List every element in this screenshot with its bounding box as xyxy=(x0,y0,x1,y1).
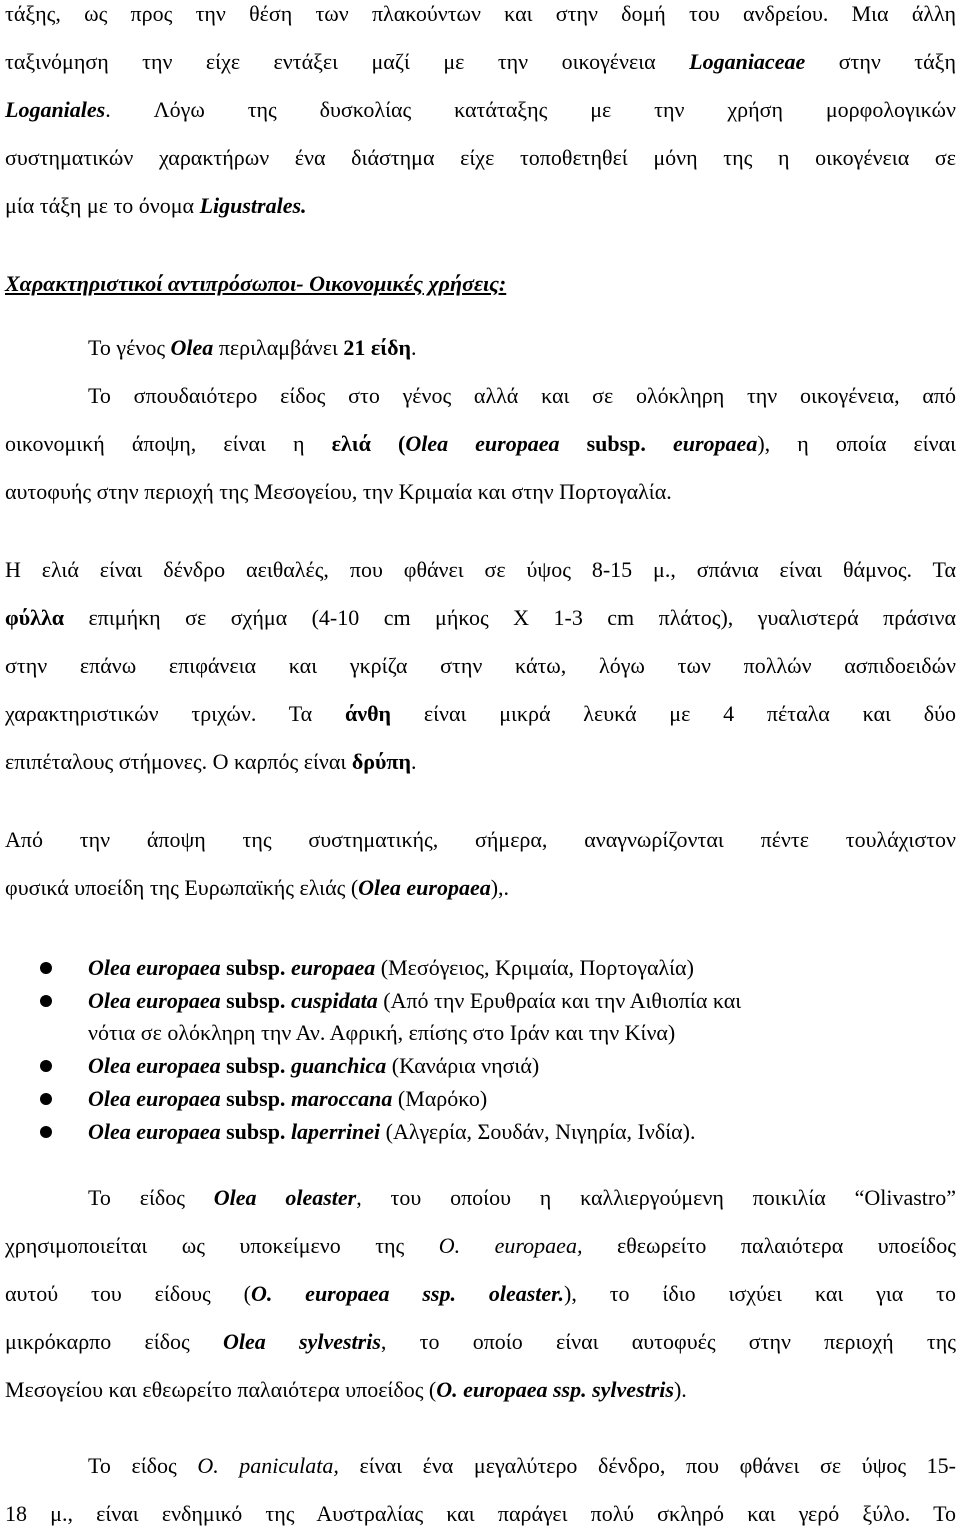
text-line: αυτού του είδους (O. europaea ssp. oleaster.), το ίδιο ισχύει και για το xyxy=(5,1281,957,1306)
text-line: Loganiales. Λόγω της δυσκολίας κατάταξης με την χρήση μορφολογικών xyxy=(5,97,956,122)
text-line: φυσικά υποείδη της Ευρωπαϊκής ελιάς (Olea europaea),. xyxy=(5,875,510,900)
list-item: Olea europaea subsp. cuspidata (Από την Ερυθραία και την Αιθιοπία και xyxy=(88,988,742,1013)
text-line: Από την άποψη της συστηματικής, σήμερα, αναγνωρίζονται πέντε τουλάχιστον xyxy=(5,827,956,852)
text-line: αυτοφυής στην περιοχή της Μεσογείου, την Κριμαία και στην Πορτογαλία. xyxy=(5,479,672,504)
list-item: Olea europaea subsp. guanchica (Κανάρια νησιά) xyxy=(88,1053,540,1078)
bullet-icon xyxy=(40,995,52,1007)
list-item: Olea europaea subsp. laperrinei (Αλγερία, Σουδάν, Νιγηρία, Ινδία). xyxy=(88,1119,696,1144)
text-line: φύλλα επιμήκη σε σχήμα (4-10 cm μήκος Χ 1-3 cm πλάτος), γυαλιστερά πράσινα xyxy=(5,605,956,630)
text-line: Η ελιά είναι δένδρο αειθαλές, που φθάνει σε ύψος 8-15 μ., σπάνια είναι θάμνος. Τα xyxy=(5,557,956,582)
text-line: τάξης, ως προς την θέση των πλακούντων και στην δομή του ανδρείου. Μια άλλη xyxy=(5,1,956,26)
list-item: Olea europaea subsp. europaea (Μεσόγειος, Κριμαία, Πορτογαλία) xyxy=(88,955,694,980)
text-line: μικρόκαρπο είδος Olea sylvestris, το οποίο είναι αυτοφυές στην περιοχή της xyxy=(5,1329,956,1354)
text-line: επιπέταλους στήμονες. Ο καρπός είναι δρύπη. xyxy=(5,749,417,774)
text-line: μία τάξη με το όνομα Ligustrales. xyxy=(5,193,307,218)
text-line: Το είδος Olea oleaster, του οποίου η καλλιεργούμενη ποικιλία “Olivastro” xyxy=(88,1185,956,1210)
bullet-icon xyxy=(40,1060,52,1072)
text-line: συστηματικών χαρακτήρων ένα διάστημα είχε τοποθετηθεί μόνη της η οικογένεια σε xyxy=(5,145,956,170)
text-line: 18 μ., είναι ενδημικό της Αυστραλίας και παράγει πολύ σκληρό και γερό ξύλο. Το xyxy=(5,1501,956,1526)
text-line: χαρακτηριστικών τριχών. Τα άνθη είναι μικρά λευκά με 4 πέταλα και δύο xyxy=(5,701,956,726)
bullet-icon xyxy=(40,1126,52,1138)
list-item: Olea europaea subsp. maroccana (Μαρόκο) xyxy=(88,1086,488,1111)
text-line: στην επάνω επιφάνεια και γκρίζα στην κάτω, λόγω των πολλών ασπιδοειδών xyxy=(5,653,956,678)
text-line: Μεσογείου και εθεωρείτο παλαιότερα υποείδος (O. europaea ssp. sylvestris). xyxy=(5,1377,687,1402)
text-line: Το είδος O. paniculata, είναι ένα μεγαλύτερο δένδρο, που φθάνει σε ύψος 15- xyxy=(88,1453,956,1478)
list-item-continuation: νότια σε ολόκληρη την Αν. Αφρική, επίσης στο Ιράν και την Κίνα) xyxy=(88,1020,676,1045)
text-line: χρησιμοποιείται ως υποκείμενο της O. europaea, εθεωρείτο παλαιότερα υποείδος xyxy=(5,1233,956,1258)
text-line: οικονομική άποψη, είναι η ελιά (Olea europaea subsp. europaea), η οποία είναι xyxy=(5,431,957,456)
text-line: Το γένος Olea περιλαμβάνει 21 είδη. xyxy=(88,335,417,360)
text-line: ταξινόμηση την είχε εντάξει μαζί με την οικογένεια Loganiaceae στην τάξη xyxy=(5,49,956,74)
bullet-icon xyxy=(40,962,52,974)
section-heading: Χαρακτηριστικοί αντιπρόσωποι- Οικονομικές χρήσεις: xyxy=(5,271,507,296)
text-line: Το σπουδαιότερο είδος στο γένος αλλά και σε ολόκληρη την οικογένεια, από xyxy=(88,383,956,408)
bullet-icon xyxy=(40,1093,52,1105)
